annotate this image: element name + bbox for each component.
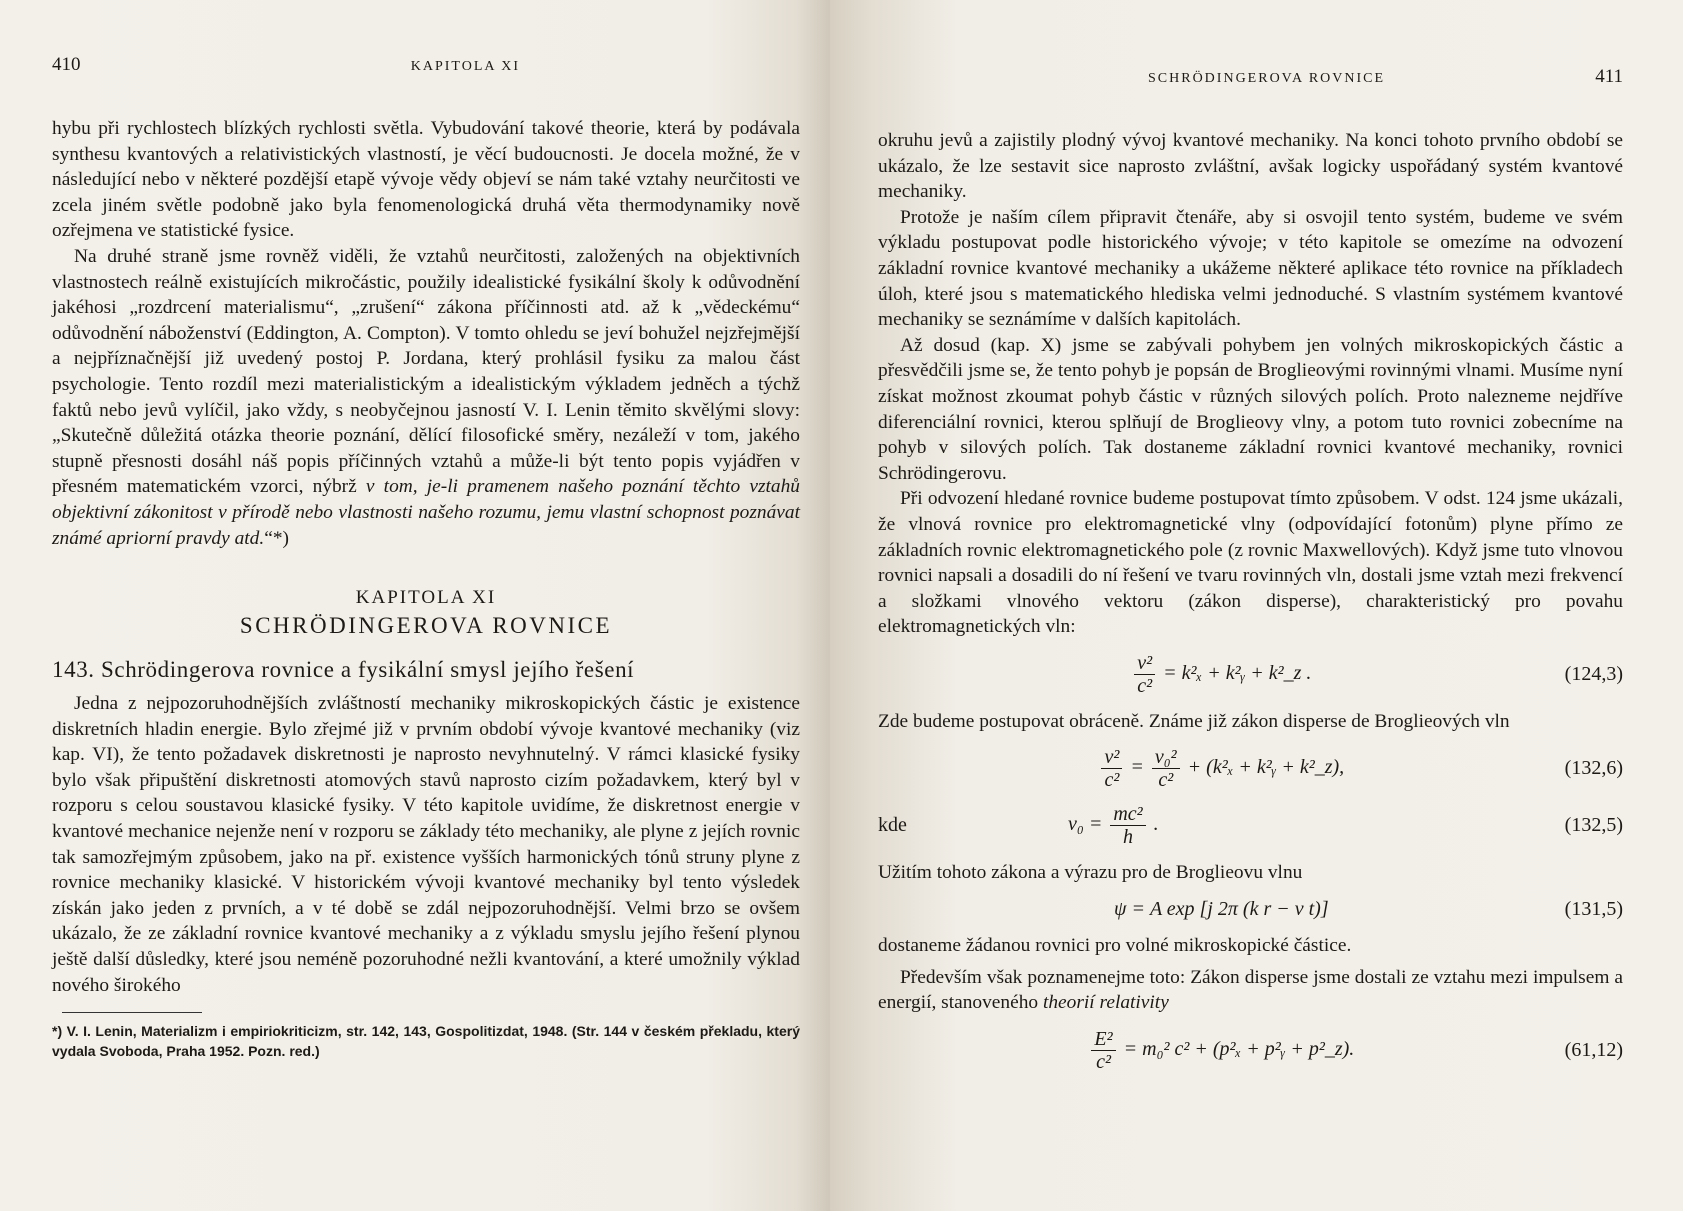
equation-124-3-rhs: = k²ₓ + k²ᵧ + k²_z .: [1163, 661, 1312, 684]
equation-124-3: [878, 652, 1623, 697]
right-paragraph-1: okruhu jevů a zajistily plodný vývoj kvantové mechaniky. Na konci tohoto prvního období se ukázalo, že lze sestavit sice naprosto zvláštní, avšak logicky uspořádaný systém kvantové mechaniky.: [878, 130, 1623, 203]
equation-132-6-label: (132,6): [1564, 757, 1623, 780]
right-page-number: 411: [1595, 66, 1623, 87]
right-paragraph-2: Protože je naším cílem připravit čtenáře, aby si osvojil tento systém, budeme ve svém výkladu postupovat podle historického vývoje; v této kapitole se omezíme na odvození základní rovnice kvantové mechaniky a ukážeme některé aplikace této rovnice na příkladech úloh, které jsou s matematického hlediska velmi jednoduché. S vlastním systémem kvantové mechaniky se seznámíme v dalších kapitolách.: [878, 206, 1623, 331]
equation-132-5-numerator: mc²: [1110, 803, 1145, 826]
equation-131-5-label: (131,5): [1564, 898, 1623, 921]
equation-132-5-rhs: .: [1153, 813, 1159, 836]
lenin-quote-italic: v tom, je-li pramenem našeho poznání těchto vztahů objektivní zákonitost v přírodě nebo vlastnosti našeho rozumu, jemu vlastní schopnost poznávat známé apriorní pravdy atd.: [52, 476, 800, 549]
equation-124-3-body: [878, 652, 1565, 697]
right-page: [830, 0, 1683, 1211]
left-paragraph-2: [52, 244, 800, 551]
left-paragraph-3: Jedna z nejpozoruhodnějších zvláštností mechaniky mikroskopických částic je existence diskretních hladin energie. Bylo zřejmé již v prvním období vývoje kvantové mechaniky (viz kap. VI), že tento požadavek diskretnosti je naprosto nevyhnutelný. V rámci klasické fysiky bylo však připuštění diskretnosti atomových stavů naprosto cizím požadavkem, který byl v rozporu s celou soustavou klasické fysiky. V této kapitole uvidíme, že diskretnost energie v kvantové mechanice nejenže není v rozporu se základy této mechaniky, ale plyne z jejích rovnic tak samozřejmým způsobem, jako na př. existence vyšších harmonických tónů struny plyne z rovnice mechaniky klasické. V historickém vývoji kvantové mechaniky byl tento výsledek získán jako jeden z prvních, a v té době se zdál nejpozoruhodnější. Velmi brzo se ovšem ukázalo, že ze základní rovnice kvantové mechaniky a z výkladu smyslu jejího řešení plynou ještě další důsledky, které jsou neméně pozoruhodné nežli kvantování, a které umožnily výklad nového širokého: [52, 693, 800, 996]
left-page: [0, 0, 830, 1211]
right-paragraph-6: Užitím tohoto zákona a výrazu pro de Broglieovu vlnu: [878, 862, 1303, 884]
equation-131-5-body: ψ = A exp [j 2π (k r − ν t)]: [1114, 898, 1329, 921]
footnote-rule: [62, 1012, 202, 1013]
equation-61-12-rhs: = m₀² c² + (p²ₓ + p²ᵧ + p²_z).: [1123, 1037, 1355, 1060]
equation-132-6-denominator-1: c²: [1104, 769, 1120, 792]
right-running-title: SCHRÖDINGEROVA ROVNICE: [1148, 71, 1386, 86]
equation-132-5-lead: kde: [878, 814, 907, 837]
equation-132-6-rhs: + (k²ₓ + k²ᵧ + k²_z),: [1187, 756, 1345, 779]
right-running-head: [878, 66, 1623, 88]
equation-61-12-numerator: E²: [1091, 1028, 1115, 1051]
left-running-head: [52, 54, 800, 76]
right-paragraph-5: Zde budeme postupovat obráceně. Známe již zákon disperse de Broglieových vln: [878, 710, 1510, 732]
right-paragraph-8: [878, 965, 1623, 1016]
equation-132-5-lhs: ν₀ =: [1068, 813, 1103, 836]
equation-61-12-body: [878, 1028, 1565, 1073]
chapter-label: KAPITOLA XI: [355, 587, 497, 609]
equation-132-5-fraction: [1110, 803, 1145, 848]
equation-61-12-denominator: c²: [1096, 1050, 1111, 1073]
right-paragraph-3: Až dosud (kap. X) jsme se zabývali pohybem jen volných mikroskopických částic a přesvědčili jsme se, že tento pohyb je popsán de Broglieovými rovinnými vlnami. Musíme nyní získat možnost zkoumat pohyb částic v různých silových polích. Proto nalezneme nejdříve diferenciální rovnici, kterou splňují de Broglieovy vlny, a potom tuto rovnici zobecníme na pohyb v silových polích. Tak dostaneme základní rovnici kvantové mechaniky, rovnici Schrödingerovu.: [878, 334, 1623, 484]
equation-124-3-numerator: ν²: [1134, 652, 1155, 675]
equation-132-6-body: [878, 746, 1565, 791]
footnote-marker: “*): [264, 527, 289, 549]
equation-132-6-fraction-1: [1101, 746, 1122, 791]
equation-61-12-fraction: [1091, 1028, 1115, 1073]
equation-132-5-body: [1038, 803, 1565, 848]
equation-132-6-equals: =: [1130, 756, 1144, 779]
left-running-title: KAPITOLA XI: [410, 59, 520, 74]
equation-131-5: [878, 898, 1623, 921]
equation-132-6-fraction-2: [1152, 746, 1180, 791]
equation-132-6-denominator-2: c²: [1158, 769, 1174, 792]
equation-61-12-label: (61,12): [1564, 1038, 1623, 1061]
equation-132-5: [878, 803, 1623, 848]
footnote: *) V. I. Lenin, Materializm i empiriokriticizm, str. 142, 143, Gospolitizdat, 1948. (Str. 144 v českém překladu, který vydala Svoboda, Praha 1952. Pozn. red.): [52, 1023, 800, 1060]
equation-124-3-denominator: c²: [1137, 674, 1153, 697]
left-page-number: 410: [52, 54, 81, 75]
equation-132-6: [878, 746, 1623, 791]
left-paragraph-2-text: Na druhé straně jsme rovněž viděli, že vztahů neurčitosti, založených na objektivních vlastnostech reálně existujících mikročástic, použily idealistické fysikální školy k odůvodnění jakéhosi „rozdrcení materialismu“, „zrušení“ zákona příčinnosti atd. až k „vědeckému“ odůvodnění náboženství (Eddington, A. Compton). V tomto ohledu se jeví bohužel nejzřejmější a nejpříznačnější již uvedený postoj P. Jordana, který prohlásil fysiku za malou část psychologie. Tento rozdíl mezi materialistickým a idealistickým výkladem jedněch a týchž faktů nebo jevů vylíčil, jako vždy, s neobyčejnou jasností V. I. Lenin těmito skvělými slovy: „Skutečně důležitá otázka theorie poznání, dělící filosofické směry, nezáleží v tom, jakého stupně přesnosti dosáhl náš popis příčinných vztahů a může-li být tento popis vyjádřen v přesném matematickém vzorci, nýbrž: [52, 245, 800, 498]
left-paragraph-1: hybu při rychlostech blízkých rychlosti světla. Vybudování takové theorie, která by podávala synthesu kvantových a relativistických vlastností, je věcí budoucnosti. Je docela možné, že v následující nebo v některé pozdější etapě vývoje vědy objeví se nám také vztahy neurčitosti ve zcela jiném světle podobně jako byla fenomenologická druhá věta thermodynamiky nově ozřejmena ve statistické fysice.: [52, 118, 800, 242]
equation-132-5-label: (132,5): [1564, 814, 1623, 837]
equation-132-6-numerator-1: ν²: [1101, 746, 1122, 769]
section-title: 143. Schrödingerova rovnice a fysikální smysl jejího řešení: [52, 657, 635, 683]
equation-132-5-denominator: h: [1122, 826, 1133, 849]
equation-124-3-fraction: [1134, 652, 1155, 697]
equation-124-3-label: (124,3): [1564, 662, 1623, 685]
equation-132-6-numerator-2: ν₀²: [1152, 746, 1180, 769]
chapter-title: SCHRÖDINGEROVA ROVNICE: [239, 613, 613, 639]
right-paragraph-7: dostaneme žádanou rovnici pro volné mikroskopické částice.: [878, 935, 1352, 957]
theory-of-relativity-italic: theorií relativity: [1042, 992, 1169, 1014]
equation-61-12: [878, 1028, 1623, 1073]
right-paragraph-8-text: Především však poznamenejme toto: Zákon disperse jsme dostali ze vztahu mezi impulsem a energií, stanoveného: [878, 966, 1623, 1014]
right-paragraph-4: Při odvození hledané rovnice budeme postupovat tímto způsobem. V odst. 124 jsme ukázali, že vlnová rovnice pro elektromagnetické vlny (odpovídající fotonům) plyne přímo ze základních rovnic elektromagnetického pole (z rovnic Maxwellových). Když jsme tuto vlnovou rovnici napsali a dosadili do ní řešení ve tvaru rovinných vln, dostali jsme vztah mezi frekvencí a složkami vlnového vektoru (zákon disperse), charakteristický pro povahu elektromagnetických vln:: [878, 488, 1623, 638]
